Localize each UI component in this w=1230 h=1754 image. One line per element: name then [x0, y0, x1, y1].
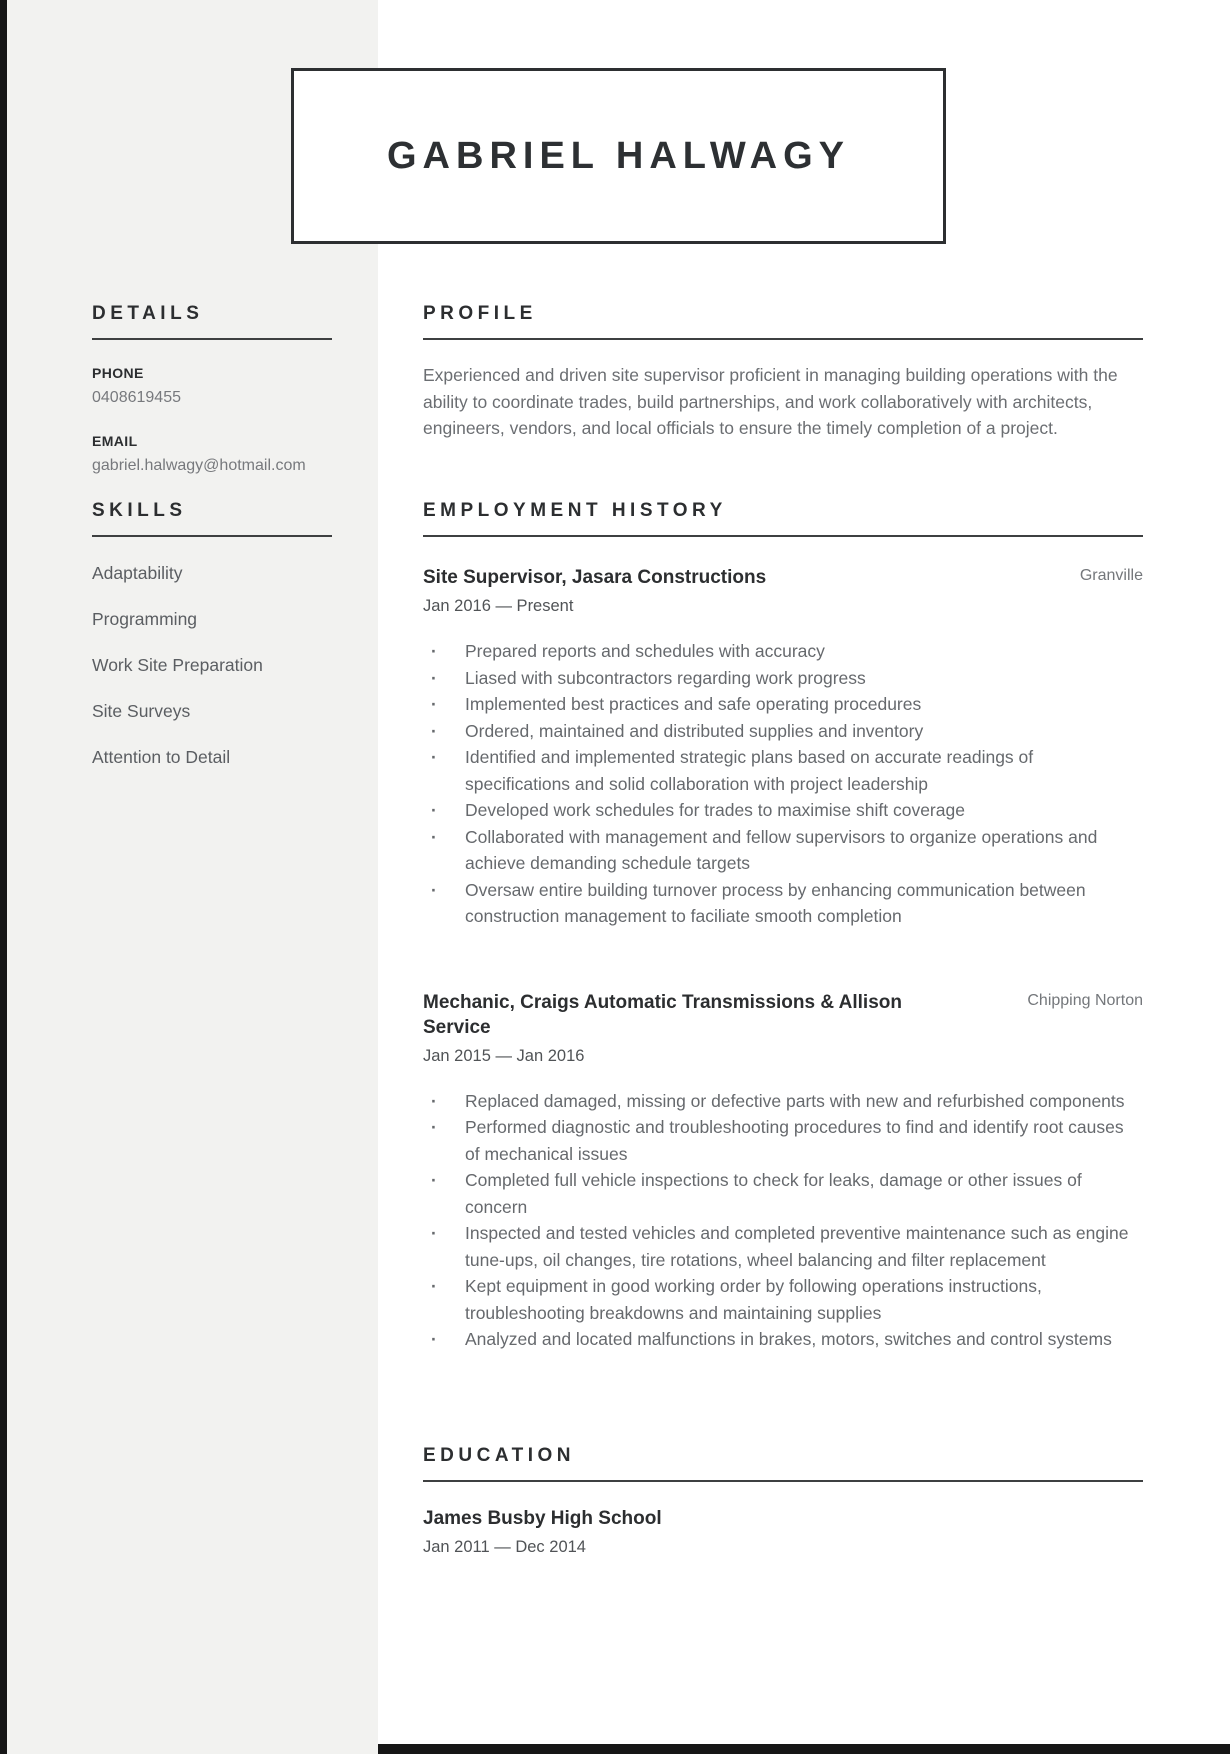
- job-bullet: · Inspected and tested vehicles and completed preventive maintenance such as engine tune-ups, oil changes, tire rotations, wheel balancing and filter replacement: [423, 1220, 1143, 1273]
- job-bullet: · Analyzed and located malfunctions in brakes, motors, switches and control systems: [423, 1326, 1143, 1353]
- employment-section-title: EMPLOYMENT HISTORY: [423, 500, 1143, 537]
- job-bullet: · Developed work schedules for trades to maximise shift coverage: [423, 797, 1143, 824]
- candidate-name: GABRIEL HALWAGY: [387, 134, 850, 177]
- details-section: [92, 303, 332, 476]
- profile-section-title: PROFILE: [423, 303, 1143, 340]
- skill-item: Work Site Preparation: [92, 655, 263, 675]
- job-location: Granville: [1079, 567, 1143, 584]
- skill-item: Attention to Detail: [92, 747, 231, 767]
- job-bullet: · Liased with subcontractors regarding work progress: [423, 665, 1143, 692]
- job-bullet: · Prepared reports and schedules with accuracy: [423, 638, 1143, 665]
- job-bullet-list: [423, 1088, 1143, 1353]
- profile-text: Experienced and driven site supervisor proficient in managing building operations with the ability to coordinate trades, build partnerships, and work collaboratively with architects, engineers, vendors, and local officials to ensure the timely completion of a project.: [423, 365, 1118, 438]
- skill-item: Adaptability: [92, 563, 183, 583]
- page-left-edge: [0, 0, 7, 1754]
- profile-section: [423, 303, 1143, 442]
- skill-item: Site Surveys: [92, 701, 191, 721]
- education-entry: [423, 1508, 1143, 1557]
- job-bullet: · Performed diagnostic and troubleshooting procedures to find and identify root causes of mechanical issues: [423, 1114, 1143, 1167]
- skills-section-title: SKILLS: [92, 500, 332, 537]
- job-bullet: · Collaborated with management and fellow supervisors to organize operations and achieve demanding schedule targets: [423, 824, 1143, 877]
- job-bullet: · Implemented best practices and safe operating procedures: [423, 691, 1143, 718]
- phone-value: 0408619455: [92, 389, 181, 406]
- email-field: [92, 433, 332, 476]
- email-value: gabriel.halwagy@hotmail.com: [92, 457, 306, 474]
- phone-label: PHONE: [92, 365, 144, 381]
- skills-list: [92, 551, 332, 781]
- job-header: [423, 565, 1143, 590]
- skill-item: Programming: [92, 609, 198, 629]
- job-title: Site Supervisor, Jasara Constructions: [423, 567, 767, 588]
- page-bottom-edge: [378, 1744, 1230, 1754]
- job-bullet: · Ordered, maintained and distributed supplies and inventory: [423, 718, 1143, 745]
- job-bullet: · Identified and implemented strategic plans based on accurate readings of specifications and solid collaboration with project leadership: [423, 744, 1143, 797]
- job-bullet-list: [423, 638, 1143, 930]
- details-section-title: DETAILS: [92, 303, 332, 340]
- job-header: [423, 990, 1143, 1040]
- job-entry: [423, 990, 1143, 1353]
- job-dates: Jan 2016 — Present: [423, 597, 574, 615]
- skills-section: [92, 500, 332, 781]
- name-header-box: [291, 68, 946, 244]
- job-location: Chipping Norton: [1027, 991, 1143, 1009]
- job-bullet: · Completed full vehicle inspections to check for leaks, damage or other issues of concern: [423, 1167, 1143, 1220]
- job-bullet: · Replaced damaged, missing or defective parts with new and refurbished components: [423, 1088, 1143, 1115]
- education-section: [423, 1445, 1143, 1557]
- job-bullet: · Kept equipment in good working order by following operations instructions, troubleshooting breakdowns and maintaining supplies: [423, 1273, 1143, 1326]
- education-section-title: EDUCATION: [423, 1445, 1143, 1482]
- education-dates: Jan 2011 — Dec 2014: [423, 1538, 586, 1556]
- email-label: EMAIL: [92, 433, 138, 449]
- education-school: James Busby High School: [423, 1508, 662, 1529]
- employment-history-section: [423, 500, 1143, 1353]
- sidebar-background: [7, 0, 378, 1754]
- job-dates: Jan 2015 — Jan 2016: [423, 1046, 585, 1065]
- job-title: Mechanic, Craigs Automatic Transmissions & Allison Service: [423, 991, 902, 1038]
- phone-field: [92, 365, 332, 408]
- job-bullet: · Oversaw entire building turnover process by enhancing communication between construction management to faciliate smooth completion: [423, 877, 1143, 930]
- job-entry: [423, 565, 1143, 930]
